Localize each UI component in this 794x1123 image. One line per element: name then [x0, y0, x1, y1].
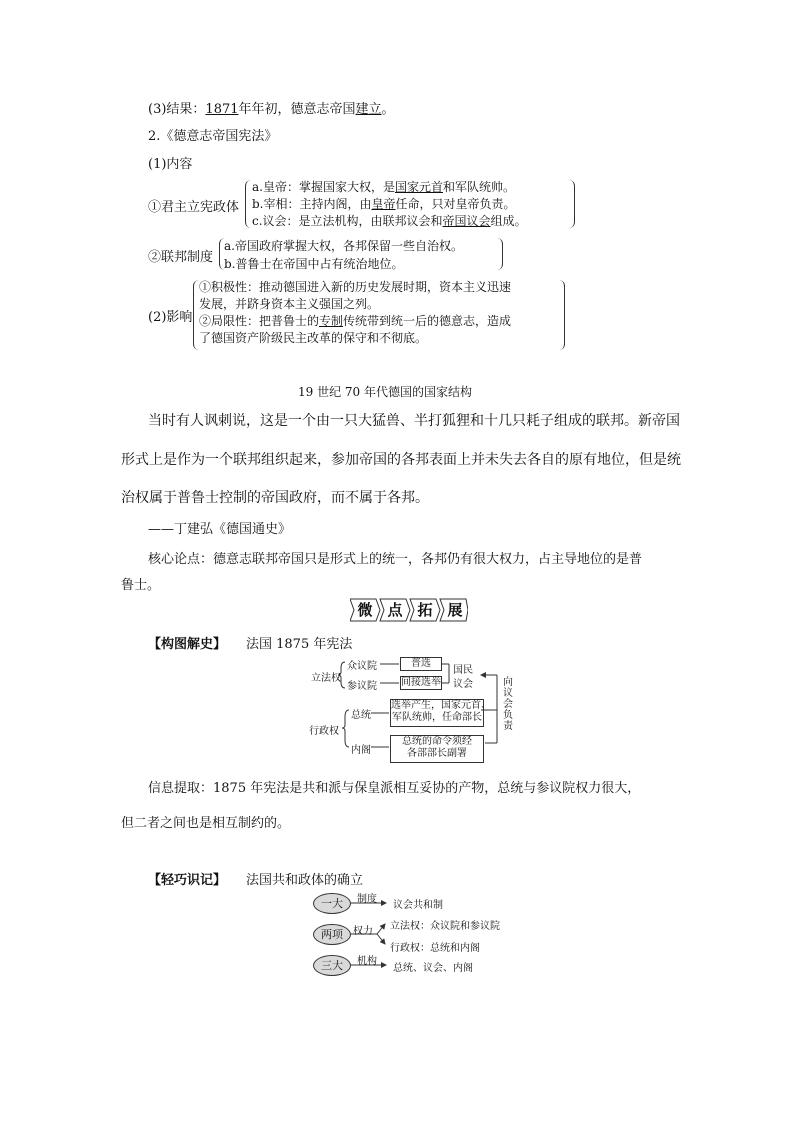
impact-positive-2: 发展，并跻身资本主义强国之列。 [199, 297, 380, 311]
core-argument-2: 鲁士。 [121, 578, 161, 593]
legislative-power-text: 立法权：众议院和参议院 [390, 921, 500, 932]
executive-label: 行政权 [309, 726, 339, 737]
national-assembly-1: 国民 [453, 665, 473, 676]
cabinet-box-line-2: 各部部长副署 [407, 748, 467, 759]
oval-two: 两项 [313, 924, 351, 945]
source-paragraph-2: 形式上是作为一个联邦组织起来，参加帝国的各邦表面上并未失去各自的原有地位，但是统 [121, 452, 681, 468]
federal-right-brace [496, 238, 503, 270]
parliamentary-republic: 议会共和制 [393, 900, 443, 911]
result-prefix: (3)结果： [148, 102, 206, 117]
monarchy-b-post: 任命，只对皇帝负责。 [395, 197, 516, 211]
impact-neg-underline: 专制 [319, 314, 344, 328]
result-tail: 。 [381, 102, 395, 117]
info-extraction-1: 信息提取：1875 年宪法是共和派与保皇派相互妥协的产物，总统与参议院权力很大， [148, 781, 641, 796]
president-box-line-2: 军队统帅，任命部长 [392, 712, 482, 723]
monarchy-a-pre: a.皇帝：掌握国家大权，是 [252, 180, 395, 194]
monarchy-item-a [252, 178, 515, 195]
constitution-heading: 2.《德意志帝国宪法》 [148, 129, 278, 144]
content-heading: (1)内容 [148, 157, 193, 172]
monarchy-b-pre: b.宰相：主持内阁，由 [252, 197, 372, 211]
core-argument-1: 核心论点：德意志联邦帝国只是形式上的统一，各邦仍有很大权力，占主导地位的是普 [148, 552, 643, 567]
monarchy-brace [245, 180, 252, 228]
impact-negative-2: 了德国资产阶级民主改革的保守和不彻底。 [199, 331, 428, 345]
monarchy-c-pre: c.议会：是立法机构，由联邦议会和 [252, 214, 443, 228]
diagram2-heading-tag: 【轻巧识记】 [148, 873, 227, 888]
banner-char-4: 展 [447, 601, 463, 619]
banner-char-3: 拓 [417, 601, 433, 619]
republic-diagram [313, 890, 513, 980]
cabinet-box-line-1: 总统的命令须经 [402, 736, 472, 747]
arrow-label-institutions: 机构 [357, 956, 377, 967]
impact-negative-1 [199, 312, 511, 329]
impact-neg-post: 传统带到统一后的德意志，造成 [343, 314, 512, 328]
responsible-to-assembly: 向议会负责 [503, 677, 513, 732]
result-line [148, 98, 395, 117]
federal-label: ②联邦制度 [148, 250, 214, 265]
source-paragraph-1: 当时有人讽刺说，这是一个由一只大猛兽、半打狐狸和十几只耗子组成的联邦。新帝国 [148, 413, 680, 429]
info-extraction-2: 但二者之间也是相互制约的。 [121, 816, 291, 831]
lower-house-label: 众议院 [347, 661, 377, 672]
monarchy-b-underline: 皇帝 [371, 197, 396, 211]
executive-power-text: 行政权：总统和内阁 [390, 943, 480, 954]
institutions-text: 总统、议会、内阁 [393, 963, 473, 974]
banner [350, 598, 468, 622]
oval-one: 一大 [313, 893, 351, 914]
result-mid: 年年初，德意志帝国 [238, 102, 356, 117]
impact-neg-pre: ②局限性：把普鲁士的 [199, 314, 320, 328]
impact-label: (2)影响 [148, 310, 193, 325]
monarchy-right-brace [568, 180, 575, 228]
monarchy-a-post: 和军队统帅。 [443, 180, 516, 194]
banner-char-2: 点 [387, 601, 403, 619]
president-box [390, 699, 491, 727]
monarchy-c-underline: 帝国议会 [442, 214, 491, 228]
cabinet-box [390, 735, 484, 763]
source-title: 19 世纪 70 年代德国的国家结构 [298, 385, 472, 399]
indirect-election-box: 间接选举 [401, 677, 441, 688]
result-year: 1871 [205, 102, 239, 117]
monarchy-a-underline: 国家元首 [394, 180, 443, 194]
federal-item-b: b.普鲁士在帝国中占有统治地位。 [224, 257, 404, 271]
president-box-line-1: 选举产生，国家元首、 [391, 700, 491, 711]
monarchy-item-b [252, 195, 516, 212]
universal-suffrage-box: 普选 [400, 657, 442, 671]
president-label: 总统 [351, 710, 371, 721]
oval-three: 三大 [313, 955, 351, 976]
monarchy-c-post: 组成。 [490, 214, 527, 228]
constitution-diagram [305, 655, 530, 767]
diagram1-heading-tag: 【构图解史】 [148, 637, 227, 652]
source-citation: ——丁建弘《德国通史》 [148, 522, 292, 537]
monarchy-label: ①君主立宪政体 [148, 200, 240, 215]
arrow-label-power: 权力 [353, 926, 373, 937]
federal-item-a: a.帝国政府掌握大权，各邦保留一些自治权。 [224, 239, 463, 253]
source-paragraph-3: 治权属于普鲁士控制的帝国政府，而不属于各邦。 [121, 490, 429, 506]
result-end: 建立 [355, 102, 382, 117]
cabinet-label: 内阁 [351, 745, 371, 756]
diagram1-heading-text: 法国 1875 年宪法 [246, 637, 353, 652]
diagram2-heading-text: 法国共和政体的确立 [246, 873, 364, 888]
banner-char-1: 微 [357, 601, 373, 619]
impact-right-brace [558, 280, 565, 350]
arrow-label-system: 制度 [357, 894, 377, 905]
monarchy-item-c [252, 212, 527, 229]
impact-positive-1: ①积极性：推动德国进入新的历史发展时期，资本主义迅速 [199, 280, 512, 294]
legislative-label: 立法权 [311, 673, 341, 684]
upper-house-label: 参议院 [347, 681, 377, 692]
national-assembly-2: 议会 [453, 679, 473, 690]
